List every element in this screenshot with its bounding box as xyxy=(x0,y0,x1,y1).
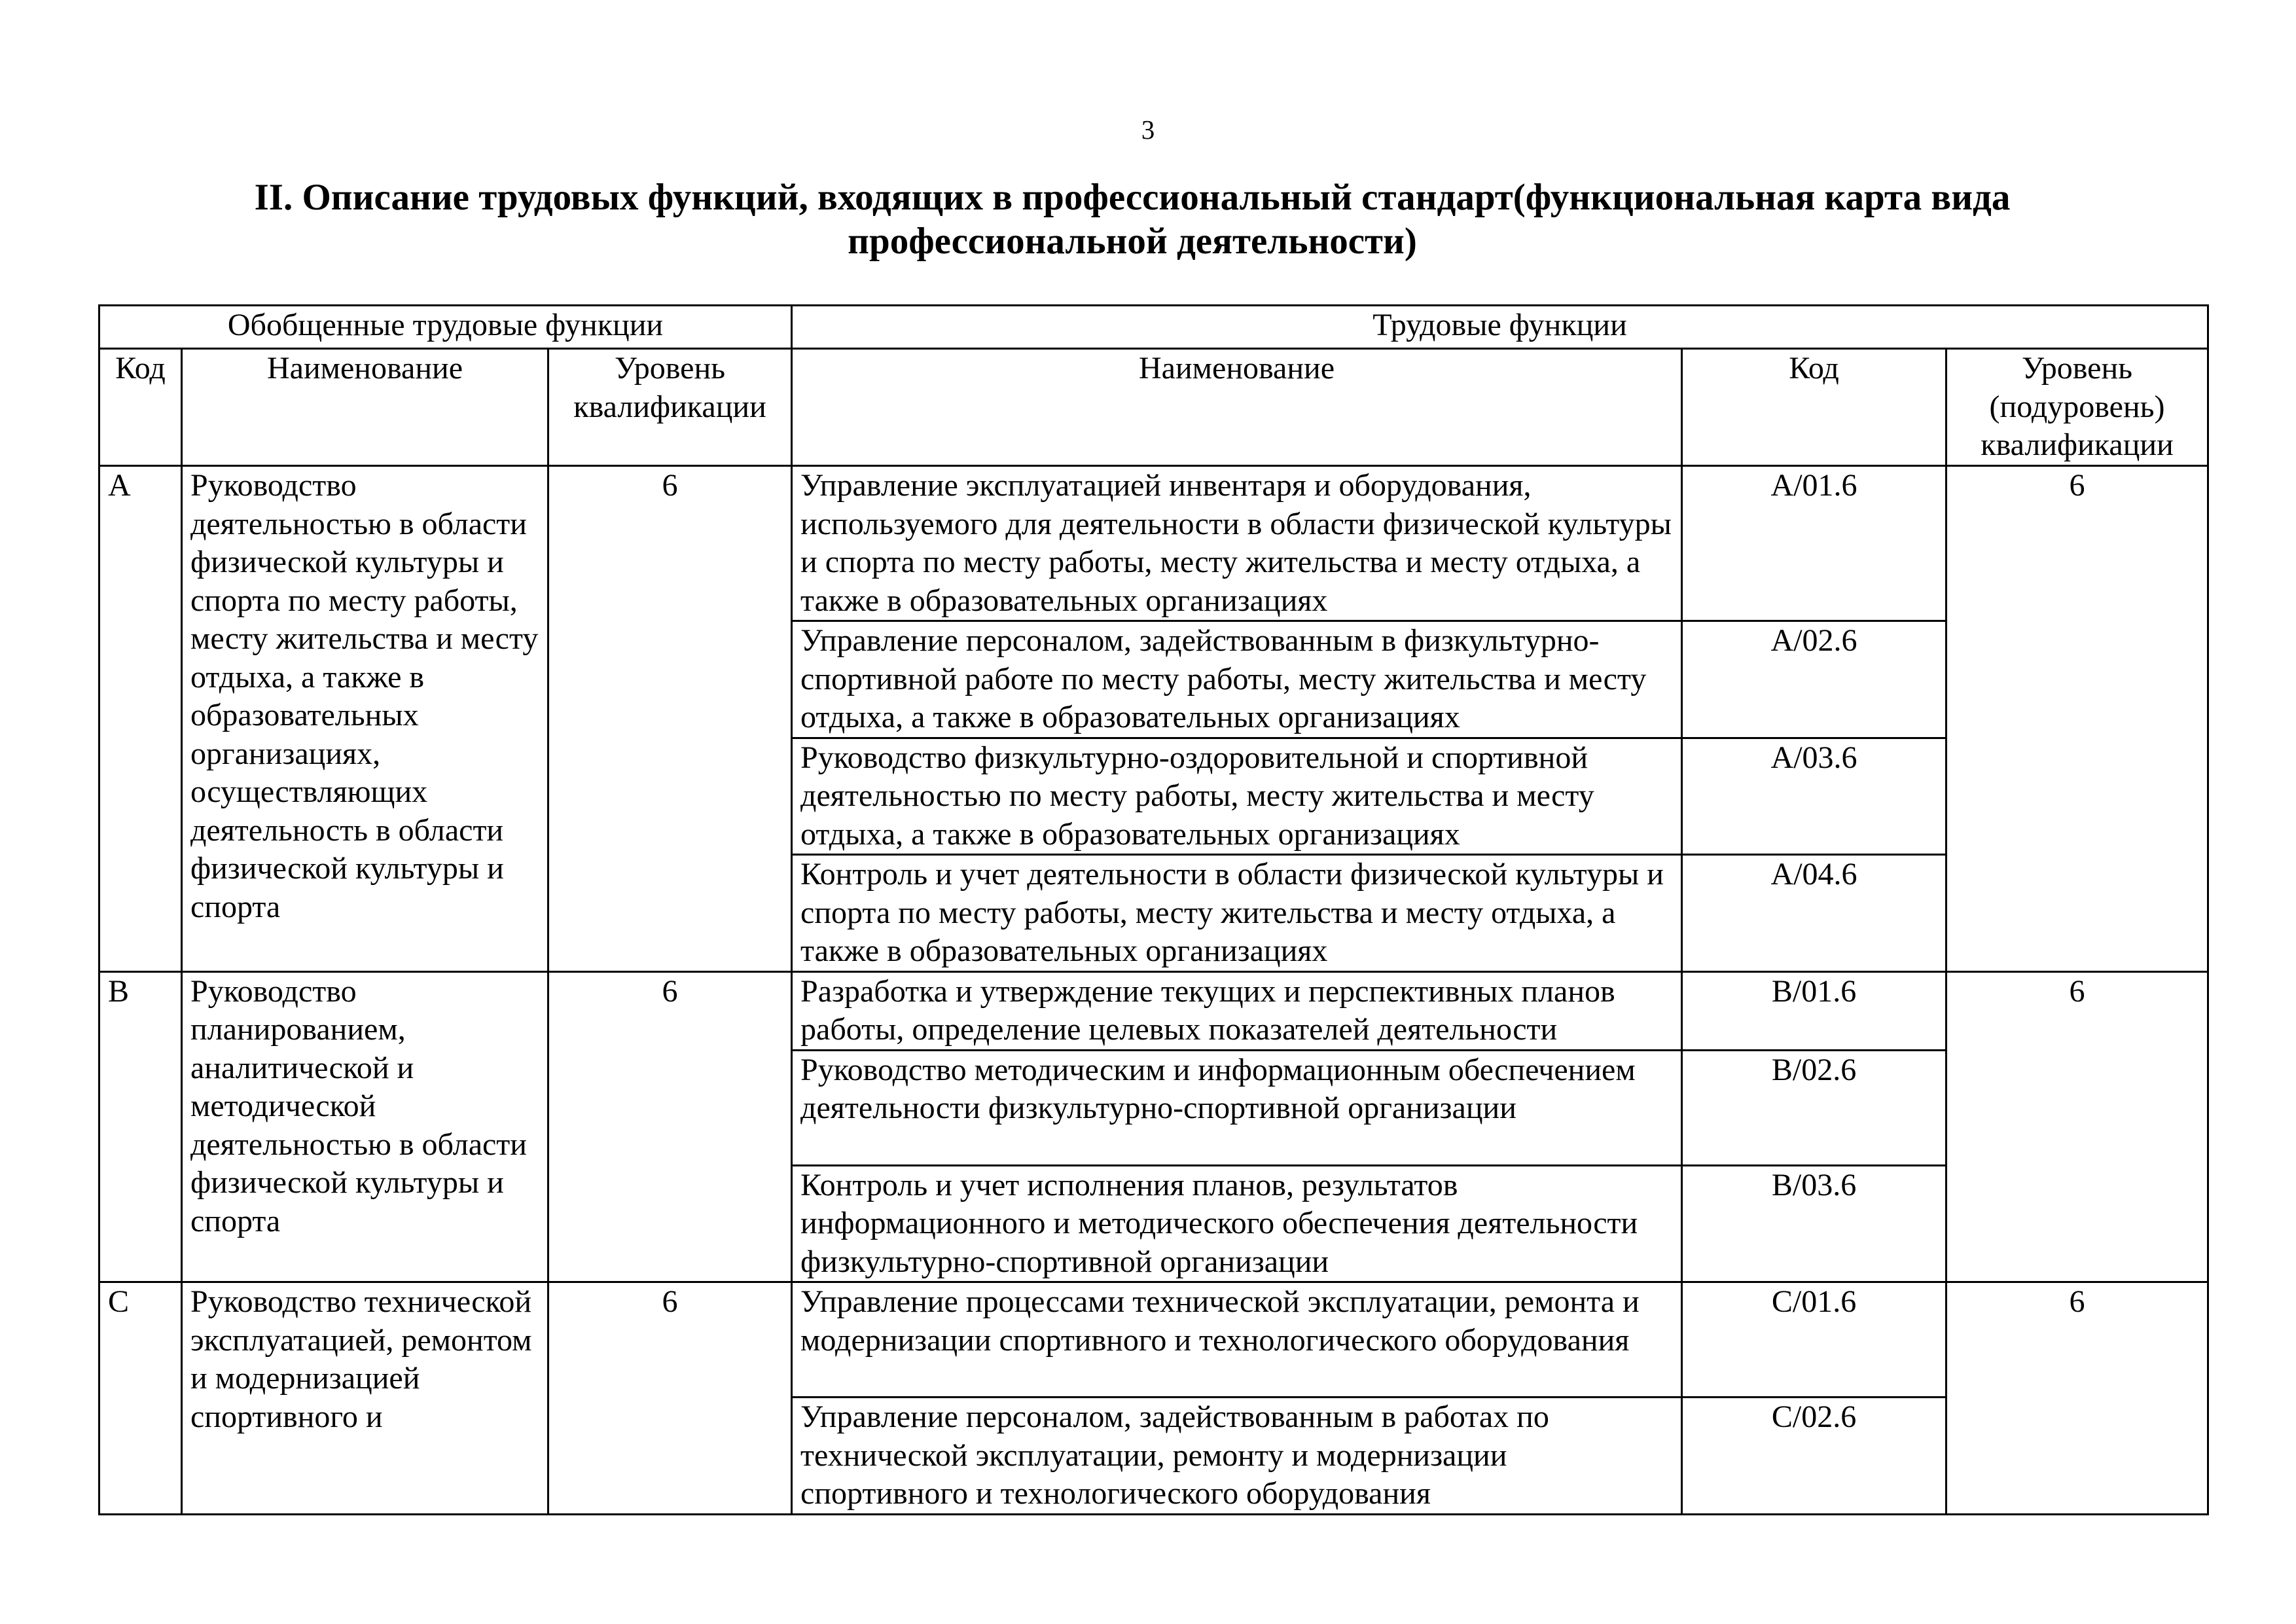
function-code: B/03.6 xyxy=(1682,1165,1946,1282)
function-name: Управление эксплуатацией инвентаря и оборудования, используемого для деятельности в области физической культуры и спорта по месту работы, месту жительства и месту отдыха, а также в образовательных организациях xyxy=(792,466,1682,621)
page-title: II. Описание трудовых функций, входящих в профессиональный стандарт(функциональная карта вида профессиональной деятельности) xyxy=(254,177,2011,262)
group-name: Руководство планированием, аналитической и методической деятельностью в области физической культуры и спорта xyxy=(182,971,548,1282)
function-level: 6 xyxy=(1946,1282,2208,1515)
group-header-row xyxy=(99,306,2208,349)
table-row xyxy=(99,466,2208,621)
table-row xyxy=(99,971,2208,1050)
function-name: Разработка и утверждение текущих и перспективных планов работы, определение целевых показателей деятельности xyxy=(792,971,1682,1050)
generalized-functions-header: Обобщенные трудовые функции xyxy=(99,306,792,349)
group-name: Руководство технической эксплуатацией, ремонтом и модернизацией спортивного и xyxy=(182,1282,548,1515)
group-code: C xyxy=(99,1282,182,1515)
function-name: Руководство методическим и информационным обеспечением деятельности физкультурно-спортивной организации xyxy=(792,1050,1682,1165)
group-level: 6 xyxy=(548,971,792,1282)
group-code: A xyxy=(99,466,182,972)
col-header-func-level: Уровень (подуровень) квалификации xyxy=(1946,349,2208,466)
function-name: Управление персоналом, задействованным в работах по технической эксплуатации, ремонту и модернизации спортивного и технологического оборудования xyxy=(792,1398,1682,1515)
group-level: 6 xyxy=(548,1282,792,1515)
col-header-func-code: Код xyxy=(1682,349,1946,466)
col-header-gen-name: Наименование xyxy=(182,349,548,466)
col-header-gen-level: Уровень квалификации xyxy=(548,349,792,466)
function-code: C/02.6 xyxy=(1682,1398,1946,1515)
page-number: 3 xyxy=(1141,115,1155,145)
col-header-gen-code: Код xyxy=(99,349,182,466)
function-code: A/04.6 xyxy=(1682,855,1946,972)
function-code: C/01.6 xyxy=(1682,1282,1946,1398)
labor-functions-header: Трудовые функции xyxy=(792,306,2208,349)
group-level: 6 xyxy=(548,466,792,972)
function-level: 6 xyxy=(1946,466,2208,972)
col-header-func-name: Наименование xyxy=(792,349,1682,466)
function-code: A/03.6 xyxy=(1682,738,1946,855)
function-name: Руководство физкультурно-оздоровительной и спортивной деятельностью по месту работы, месту жительства и месту отдыха, а также в образовательных организациях xyxy=(792,738,1682,855)
group-code: B xyxy=(99,971,182,1282)
table-row xyxy=(99,1282,2208,1398)
function-name: Контроль и учет исполнения планов, результатов информационного и методического обеспечения деятельности физкультурно-спортивной организации xyxy=(792,1165,1682,1282)
function-code: A/01.6 xyxy=(1682,466,1946,621)
function-name: Управление процессами технической эксплуатации, ремонта и модернизации спортивного и технологического оборудования xyxy=(792,1282,1682,1398)
group-name: Руководство деятельностью в области физической культуры и спорта по месту работы, месту жительства и месту отдыха, а также в образовательных организациях, осуществляющих деятельность в области физической культуры и спорта xyxy=(182,466,548,972)
functional-map-table xyxy=(98,304,2209,1515)
function-level: 6 xyxy=(1946,971,2208,1282)
function-name: Управление персоналом, задействованным в физкультурно-спортивной работе по месту работы, месту жительства и месту отдыха, а также в образовательных организациях xyxy=(792,621,1682,738)
column-header-row xyxy=(99,349,2208,466)
function-code: A/02.6 xyxy=(1682,621,1946,738)
function-code: B/01.6 xyxy=(1682,971,1946,1050)
function-name: Контроль и учет деятельности в области физической культуры и спорта по месту работы, месту жительства и месту отдыха, а также в образовательных организациях xyxy=(792,855,1682,972)
function-code: B/02.6 xyxy=(1682,1050,1946,1165)
